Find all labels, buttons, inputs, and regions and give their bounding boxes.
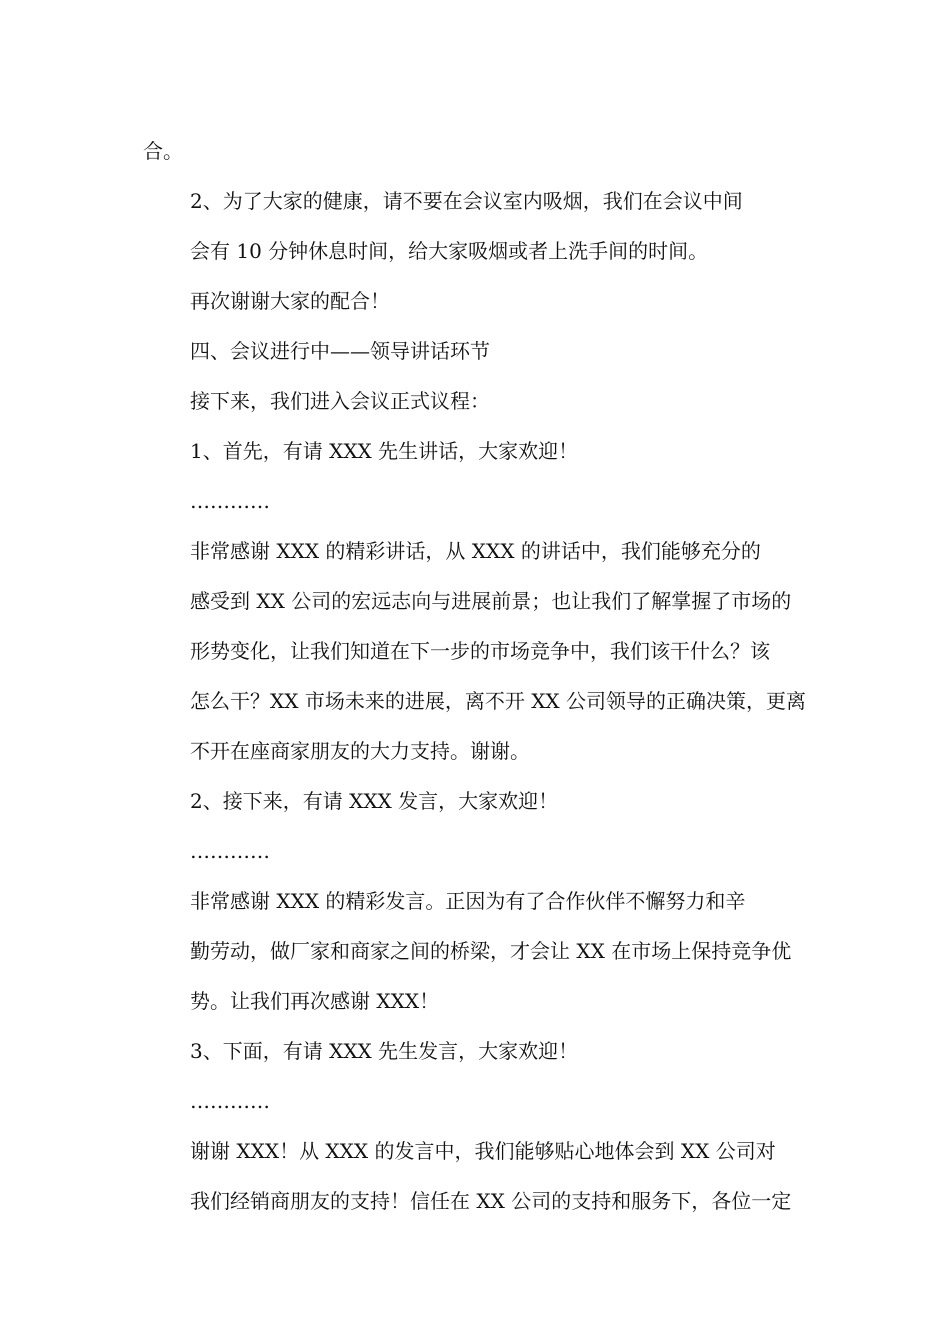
text-line: 会有 10 分钟休息时间，给大家吸烟或者上洗手间的时间。 bbox=[190, 239, 709, 263]
text-line: 2、接下来，有请 XXX 发言，大家欢迎！ bbox=[190, 789, 559, 813]
text-line: 谢谢 XXX！从 XXX 的发言中，我们能够贴心地体会到 XX 公司对 bbox=[190, 1139, 776, 1163]
text-line: 1、首先，有请 XXX 先生讲话，大家欢迎！ bbox=[190, 439, 579, 463]
paragraph bbox=[143, 526, 807, 776]
text-line: 再次谢谢大家的配合！ bbox=[190, 289, 390, 313]
paragraph bbox=[143, 176, 807, 276]
text-line: 接下来，我们进入会议正式议程： bbox=[190, 389, 490, 413]
text-line: 不开在座商家朋友的大力支持。谢谢。 bbox=[190, 739, 530, 763]
text-line: 合。 bbox=[143, 139, 183, 163]
text-line: ………… bbox=[190, 839, 270, 863]
paragraph bbox=[143, 476, 807, 526]
text-line: ………… bbox=[190, 1089, 270, 1113]
document-page bbox=[143, 126, 807, 1226]
paragraph bbox=[143, 776, 807, 826]
paragraph bbox=[143, 126, 807, 176]
paragraph bbox=[143, 1026, 807, 1076]
paragraph bbox=[143, 376, 807, 426]
text-line: 非常感谢 XXX 的精彩讲话，从 XXX 的讲话中，我们能够充分的 bbox=[190, 539, 761, 563]
text-line: ………… bbox=[190, 489, 270, 513]
text-line: 勤劳动，做厂家和商家之间的桥梁，才会让 XX 在市场上保持竞争优 bbox=[190, 939, 792, 963]
text-line: 怎么干？XX 市场未来的进展，离不开 XX 公司领导的正确决策，更离 bbox=[190, 689, 807, 713]
text-line: 我们经销商朋友的支持！信任在 XX 公司的支持和服务下，各位一定 bbox=[190, 1189, 792, 1213]
paragraph bbox=[143, 326, 807, 376]
paragraph bbox=[143, 1126, 807, 1226]
paragraph bbox=[143, 1076, 807, 1126]
text-line: 非常感谢 XXX 的精彩发言。正因为有了合作伙伴不懈努力和辛 bbox=[190, 889, 746, 913]
text-line: 形势变化，让我们知道在下一步的市场竞争中，我们该干什么？该 bbox=[190, 639, 770, 663]
paragraph bbox=[143, 876, 807, 1026]
paragraph bbox=[143, 426, 807, 476]
paragraph bbox=[143, 276, 807, 326]
text-line: 3、下面，有请 XXX 先生发言，大家欢迎！ bbox=[190, 1039, 579, 1063]
text-line: 势。让我们再次感谢 XXX！ bbox=[190, 989, 440, 1013]
text-line: 2、为了大家的健康，请不要在会议室内吸烟，我们在会议中间 bbox=[190, 189, 743, 213]
text-line: 四、会议进行中——领导讲话环节 bbox=[190, 339, 490, 363]
paragraph bbox=[143, 826, 807, 876]
text-line: 感受到 XX 公司的宏远志向与进展前景；也让我们了解掌握了市场的 bbox=[190, 589, 792, 613]
